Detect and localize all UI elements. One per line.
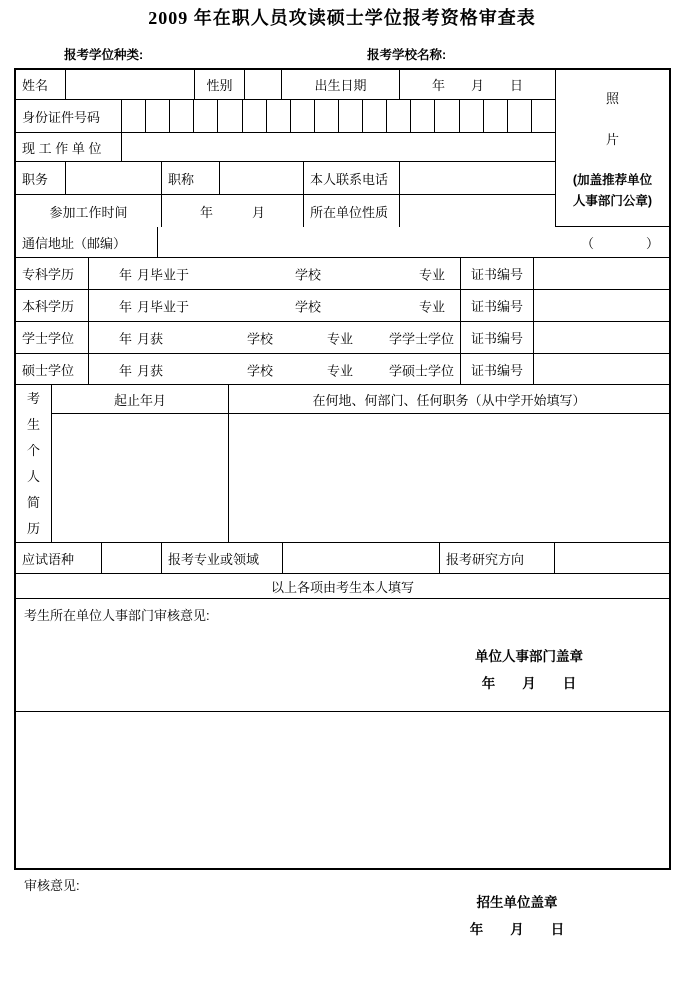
employer-row bbox=[16, 133, 555, 162]
basic-info-section bbox=[16, 70, 669, 227]
form-table bbox=[14, 68, 671, 937]
admission-stamp-date: 年 月 日 bbox=[469, 922, 565, 937]
exam-language-field[interactable] bbox=[102, 543, 162, 573]
position-row bbox=[16, 162, 555, 195]
id-digit-box[interactable] bbox=[315, 100, 339, 132]
id-digit-box[interactable] bbox=[122, 100, 146, 132]
exam-direction-label: 报考研究方向 bbox=[440, 543, 555, 573]
resume-side-label: 考生个人简历 bbox=[16, 385, 52, 542]
photo-label-1: 照 bbox=[605, 91, 619, 106]
id-label: 身份证件号码 bbox=[16, 100, 122, 132]
degree-row-master bbox=[16, 354, 669, 385]
degree-label: 硕士学位 bbox=[16, 354, 89, 385]
unit-type-field[interactable] bbox=[400, 195, 555, 227]
unit-stamp-date: 年 月 日 bbox=[481, 676, 577, 691]
degree-type-label: 报考学位种类: bbox=[64, 48, 144, 62]
position-label: 职务 bbox=[16, 162, 66, 194]
prof-title-field[interactable] bbox=[220, 162, 304, 194]
id-digit-box[interactable] bbox=[460, 100, 484, 132]
school-name-label: 报考学校名称: bbox=[367, 48, 447, 62]
position-field[interactable] bbox=[66, 162, 162, 194]
work-start-label: 参加工作时间 bbox=[16, 195, 162, 227]
name-label: 姓名 bbox=[16, 70, 66, 99]
phone-field[interactable] bbox=[400, 162, 555, 194]
work-start-row bbox=[16, 195, 555, 227]
resume-period-field[interactable] bbox=[52, 414, 229, 542]
gender-field[interactable] bbox=[245, 70, 282, 99]
education-section bbox=[16, 258, 669, 385]
exam-language-label: 应试语种 bbox=[16, 543, 102, 573]
resume-detail-field[interactable] bbox=[229, 414, 669, 542]
resume-period-header: 起止年月 bbox=[52, 385, 229, 413]
id-digit-box[interactable] bbox=[291, 100, 315, 132]
cert-no-label: 证书编号 bbox=[461, 258, 534, 289]
edu-row-college bbox=[16, 258, 669, 290]
unit-stamp-block bbox=[429, 643, 629, 697]
id-digit-box[interactable] bbox=[435, 100, 459, 132]
exam-major-field[interactable] bbox=[283, 543, 440, 573]
unit-type-label: 所在单位性质 bbox=[304, 195, 400, 227]
name-row bbox=[16, 70, 555, 100]
degree-detail-field[interactable]: 年 月获 学校 专业 学硕士学位 bbox=[89, 354, 461, 385]
admission-stamp-label: 招生单位盖章 bbox=[476, 895, 558, 910]
degree-detail-field[interactable]: 年 月获 学校 专业 学学士学位 bbox=[89, 322, 461, 353]
fill-note-row bbox=[16, 574, 669, 599]
unit-stamp-label: 单位人事部门盖章 bbox=[475, 649, 583, 664]
admission-review-label: 审核意见: bbox=[24, 878, 80, 893]
edu-detail-field[interactable]: 年 月毕业于 学校 专业 bbox=[89, 258, 461, 289]
edu-row-bachelor bbox=[16, 290, 669, 322]
id-digit-box[interactable] bbox=[267, 100, 291, 132]
photo-stamp-note: (加盖推荐单位 人事部门公章) bbox=[572, 173, 653, 209]
address-field[interactable]: （ ） bbox=[580, 235, 659, 251]
unit-review-label: 考生所在单位人事部门审核意见: bbox=[24, 608, 210, 623]
id-digit-box[interactable] bbox=[484, 100, 508, 132]
id-digit-box[interactable] bbox=[339, 100, 363, 132]
employer-label: 现 工 作 单 位 bbox=[16, 133, 122, 161]
photo-box bbox=[555, 70, 669, 227]
cert-no-label: 证书编号 bbox=[461, 290, 534, 321]
admission-review-section bbox=[16, 825, 669, 981]
edu-label: 本科学历 bbox=[16, 290, 89, 321]
name-field[interactable] bbox=[66, 70, 195, 99]
employer-field[interactable] bbox=[122, 133, 555, 161]
edu-detail-field[interactable]: 年 月毕业于 学校 专业 bbox=[89, 290, 461, 321]
prof-title-label: 职称 bbox=[162, 162, 220, 194]
photo-label-2: 片 bbox=[605, 132, 619, 147]
id-boxes[interactable] bbox=[122, 100, 555, 132]
fill-note-text: 以上各项由考生本人填写 bbox=[270, 579, 414, 595]
unit-review-section bbox=[16, 599, 669, 712]
birth-field[interactable]: 年 月 日 bbox=[431, 78, 523, 93]
birth-label: 出生日期 bbox=[282, 70, 400, 99]
address-section bbox=[16, 227, 669, 258]
exam-section bbox=[16, 543, 669, 574]
admission-stamp-block bbox=[437, 889, 597, 943]
exam-direction-field[interactable] bbox=[555, 543, 669, 573]
gender-label: 性别 bbox=[195, 70, 245, 99]
id-digit-box[interactable] bbox=[411, 100, 435, 132]
exam-major-label: 报考专业或领域 bbox=[162, 543, 283, 573]
cert-no-field[interactable] bbox=[534, 290, 669, 321]
resume-section bbox=[16, 385, 669, 543]
id-row bbox=[16, 100, 555, 133]
degree-row-bachelor bbox=[16, 322, 669, 354]
cert-no-field[interactable] bbox=[534, 258, 669, 289]
id-digit-box[interactable] bbox=[243, 100, 267, 132]
id-digit-box[interactable] bbox=[508, 100, 532, 132]
degree-label: 学士学位 bbox=[16, 322, 89, 353]
resume-detail-header: 在何地、何部门、任何职务（从中学开始填写） bbox=[312, 392, 586, 408]
phone-label: 本人联系电话 bbox=[304, 162, 400, 194]
cert-no-field[interactable] bbox=[534, 354, 669, 385]
page-title: 2009 年在职人员攻读硕士学位报考资格审查表 bbox=[148, 8, 536, 28]
id-digit-box[interactable] bbox=[170, 100, 194, 132]
edu-label: 专科学历 bbox=[16, 258, 89, 289]
id-digit-box[interactable] bbox=[218, 100, 242, 132]
address-label: 通信地址（邮编） bbox=[16, 227, 158, 257]
id-digit-box[interactable] bbox=[387, 100, 411, 132]
id-digit-box[interactable] bbox=[363, 100, 387, 132]
work-start-field[interactable]: 年 月 bbox=[162, 195, 304, 227]
id-digit-box[interactable] bbox=[146, 100, 170, 132]
id-digit-box[interactable] bbox=[532, 100, 555, 132]
cert-no-label: 证书编号 bbox=[461, 354, 534, 385]
cert-no-label: 证书编号 bbox=[461, 322, 534, 353]
id-digit-box[interactable] bbox=[194, 100, 218, 132]
cert-no-field[interactable] bbox=[534, 322, 669, 353]
